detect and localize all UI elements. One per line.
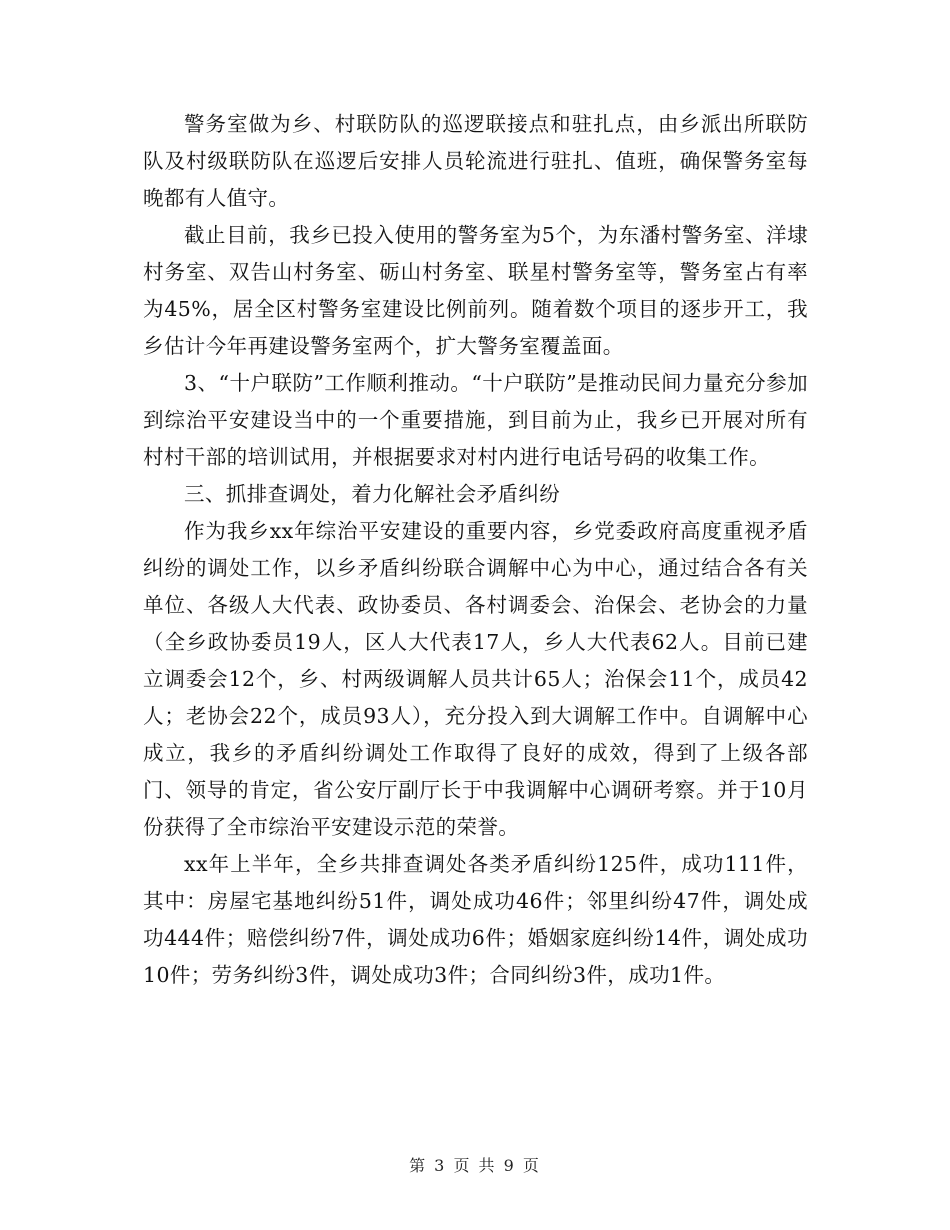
paragraph-ten-household-defense: 3、“十户联防”工作顺利推动。“十户联防”是推动民间力量充分参加到综治平安建设当中的一个重要措施，到目前为止，我乡已开展对所有村村干部的培训试用，并根据要求对村内进行电话号码的收集工作。 xyxy=(143,371,808,469)
paragraph-dispute-statistics: xx年上半年，全乡共排查调处各类矛盾纠纷125件，成功111件，其中：房屋宅基地纠纷51件，调处成功46件；邻里纠纷47件，调处成功444件；赔偿纠纷7件，调处成功6件；婚姻家庭纠纷14件，调处成功10件；劳务纠纷3件，调处成功3件；合同纠纷3件，成功1件。 xyxy=(143,852,808,987)
document-body xyxy=(143,106,808,994)
paragraph-mediation-center: 作为我乡xx年综治平安建设的重要内容，乡党委政府高度重视矛盾纠纷的调处工作，以乡矛盾纠纷联合调解中心为中心，通过结合各有关单位、各级人大代表、政协委员、各村调委会、治保会、老协会的力量（全乡政协委员19人，区人大代表17人，乡人大代表62人。目前已建立调委会12个，乡、村两级调解人员共计65人；治保会11个，成员42人；老协会22个，成员93人），充分投入到大调解工作中。自调解中心成立，我乡的矛盾纠纷调处工作取得了良好的成效，得到了上级各部门、领导的肯定，省公安厅副厅长于中我调解中心调研考察。并于10月份获得了全市综治平安建设示范的荣誉。 xyxy=(143,519,808,839)
paragraph-police-office-count: 截止目前，我乡已投入使用的警务室为5个，为东潘村警务室、洋埭村务室、双告山村务室、砺山村务室、联星村警务室等，警务室占有率为45%，居全区村警务室建设比例前列。随着数个项目的逐步开工，我乡估计今年再建设警务室两个，扩大警务室覆盖面。 xyxy=(143,223,808,358)
section-heading-dispute-resolution: 三、抓排查调处，着力化解社会矛盾纠纷 xyxy=(184,482,561,506)
page-number-footer: 第 3 页 共 9 页 xyxy=(409,1156,541,1175)
paragraph-police-office-role: 警务室做为乡、村联防队的巡逻联接点和驻扎点，由乡派出所联防队及村级联防队在巡逻后安排人员轮流进行驻扎、值班，确保警务室每晚都有人值守。 xyxy=(143,112,808,210)
